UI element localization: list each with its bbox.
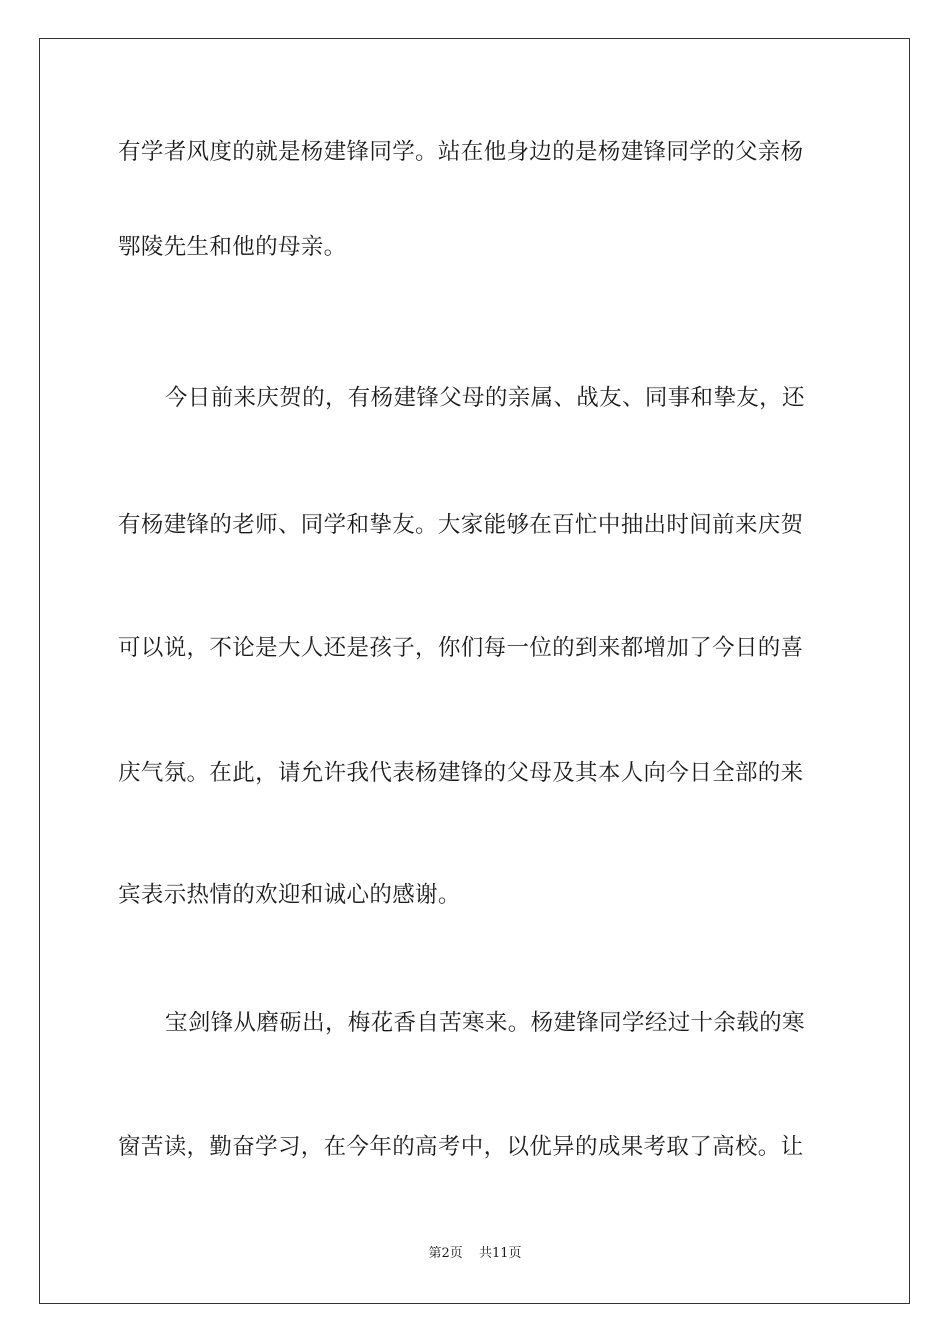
page-border <box>39 38 910 1304</box>
text-line-5: 可以说，不论是大人还是孩子，你们每一位的到来都增加了今日的喜 <box>118 635 804 661</box>
page-footer <box>0 1245 950 1263</box>
text-line-3: 今日前来庆贺的，有杨建锋父母的亲属、战友、同事和挚友，还 <box>165 385 805 411</box>
text-line-7: 宾表示热情的欢迎和诚心的感谢。 <box>118 882 461 908</box>
text-line-8: 宝剑锋从磨砺出，梅花香自苦寒来。杨建锋同学经过十余载的寒 <box>165 1010 805 1036</box>
text-line-6: 庆气氛。在此，请允许我代表杨建锋的父母及其本人向今日全部的来 <box>118 760 804 786</box>
text-line-4: 有杨建锋的老师、同学和挚友。大家能够在百忙中抽出时间前来庆贺 <box>118 512 804 538</box>
text-line-1: 有学者风度的就是杨建锋同学。站在他身边的是杨建锋同学的父亲杨 <box>118 139 804 165</box>
text-line-9: 窗苦读，勤奋学习，在今年的高考中，以优异的成果考取了高校。让 <box>118 1134 804 1160</box>
page-number: 第2页 <box>428 1246 463 1261</box>
page-total: 共11页 <box>478 1246 522 1261</box>
text-line-2: 鄂陵先生和他的母亲。 <box>118 234 347 260</box>
